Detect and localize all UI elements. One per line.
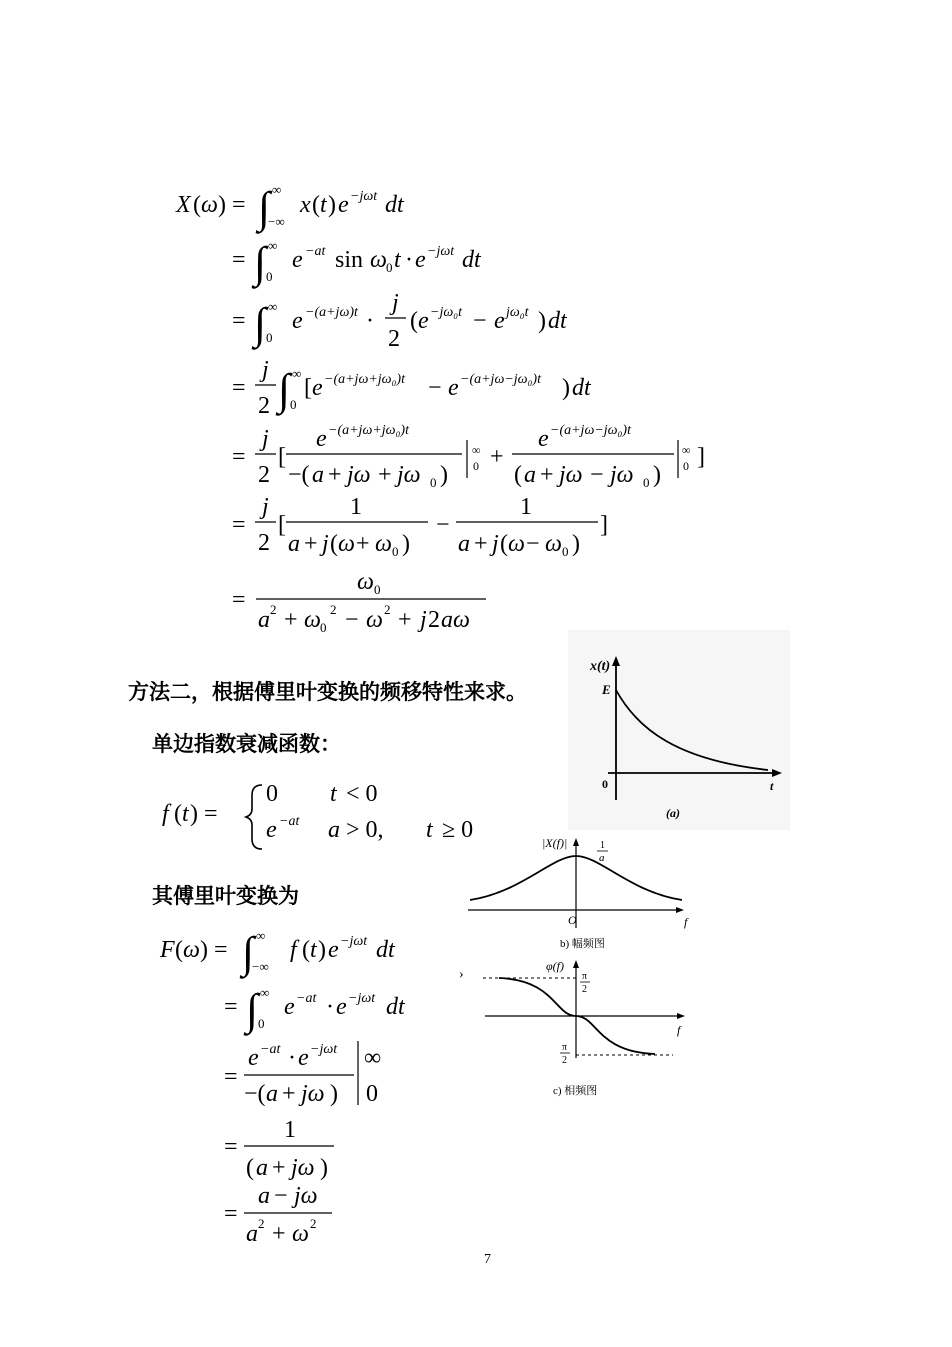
svg-text:=: =	[232, 512, 246, 538]
svg-text:−(: −(	[288, 462, 310, 488]
svg-text:(: (	[312, 192, 320, 218]
svg-text:jω: jω	[301, 1081, 325, 1107]
svg-text:ω: ω	[375, 531, 392, 557]
svg-text:1: 1	[284, 1117, 296, 1143]
fig-c-top-den: 2	[582, 984, 587, 995]
svg-text:): )	[318, 937, 326, 963]
svg-text:(: (	[302, 937, 310, 963]
ft-subheading: 其傅里叶变换为	[152, 884, 299, 908]
svg-text:]: ]	[697, 444, 705, 470]
svg-text:): )	[330, 1081, 338, 1107]
svg-text:0: 0	[258, 1016, 265, 1031]
svg-text:dt: dt	[548, 308, 567, 334]
svg-text:2: 2	[258, 1216, 265, 1231]
svg-text:+: +	[272, 1155, 286, 1181]
svg-text:jω: jω	[397, 462, 421, 488]
fig-c-ylabel: φ(f)	[546, 959, 564, 973]
svg-text:> 0,: > 0,	[346, 817, 384, 843]
svg-text:+: +	[474, 531, 488, 557]
fig-c-caption: c) 相频图	[553, 1085, 598, 1097]
svg-text:dt: dt	[572, 375, 591, 401]
svg-text:−jωt: −jωt	[427, 244, 455, 259]
svg-text:aω: aω	[441, 607, 470, 633]
svg-text:]: ]	[600, 512, 608, 538]
svg-text:−: −	[428, 375, 442, 401]
svg-text:2: 2	[258, 393, 270, 419]
svg-text:∫: ∫	[278, 365, 291, 414]
svg-text:∞: ∞	[472, 443, 481, 457]
svg-text:−at: −at	[260, 1042, 281, 1057]
fig-a-xlabel: t	[770, 779, 774, 793]
svg-text:∫: ∫	[258, 183, 271, 232]
svg-text:−(a+jω+jω₀)t: −(a+jω+jω₀)t	[324, 372, 405, 387]
svg-text:ω: ω	[292, 1221, 309, 1247]
svg-text:sin: sin	[335, 247, 364, 273]
svg-text:+: +	[272, 1221, 286, 1247]
svg-text:ω: ω	[370, 247, 387, 273]
svg-text:a: a	[458, 531, 470, 557]
fig-c-bot-num: π	[562, 1042, 568, 1053]
svg-text:): )	[320, 1155, 328, 1181]
svg-text:j: j	[262, 357, 269, 383]
svg-text:e: e	[284, 994, 295, 1020]
svg-text:2: 2	[258, 462, 270, 488]
svg-text:): )	[402, 531, 410, 557]
svg-text:=: =	[232, 444, 246, 470]
svg-text:a: a	[288, 531, 300, 557]
svg-text:2: 2	[388, 326, 400, 352]
svg-text:j: j	[492, 531, 499, 557]
svg-text:0: 0	[266, 781, 278, 807]
svg-text:[: [	[304, 375, 312, 401]
svg-text:t: t	[320, 192, 327, 218]
svg-text:X: X	[176, 192, 191, 218]
fig-a-ylabel: x(t)	[590, 659, 611, 674]
svg-text:e: e	[298, 1045, 309, 1071]
svg-text:=: =	[224, 1134, 238, 1160]
svg-text:ω: ω	[304, 607, 321, 633]
svg-text:e: e	[448, 375, 459, 401]
svg-text:dt: dt	[385, 192, 404, 218]
svg-text:ω: ω	[201, 192, 218, 218]
svg-text:a: a	[266, 1081, 278, 1107]
svg-text:1: 1	[350, 494, 362, 520]
svg-text:(: (	[175, 937, 183, 963]
svg-text:0: 0	[473, 459, 479, 473]
svg-text:0: 0	[683, 459, 689, 473]
svg-text:j: j	[420, 607, 427, 633]
svg-text:−jωt: −jωt	[310, 1042, 338, 1057]
svg-text:jω: jω	[294, 1183, 318, 1209]
fig-c-xlabel: f	[677, 1023, 681, 1037]
svg-text:∫: ∫	[254, 299, 267, 348]
svg-text:+: +	[282, 1081, 296, 1107]
svg-text:∞: ∞	[364, 1045, 382, 1071]
svg-text:=: =	[224, 1064, 238, 1090]
svg-text:a: a	[246, 1221, 258, 1247]
svg-text:j: j	[262, 426, 269, 452]
svg-text:+: +	[378, 462, 392, 488]
svg-text:=: =	[224, 994, 238, 1020]
svg-text:ω: ω	[183, 937, 200, 963]
svg-text:−: −	[526, 531, 540, 557]
figure-c-phase-spectrum	[455, 958, 695, 1098]
svg-text:): )	[562, 375, 570, 401]
svg-text:+: +	[328, 462, 342, 488]
fig-c-top-num: π	[582, 971, 588, 982]
svg-text:0: 0	[374, 582, 381, 597]
fig-b-xlabel: f	[684, 915, 688, 929]
svg-text:e: e	[415, 247, 426, 273]
svg-text:): )	[572, 531, 580, 557]
svg-text:e: e	[328, 937, 339, 963]
svg-text:−: −	[345, 607, 359, 633]
fig-b-caption: b) 幅频图	[560, 938, 605, 950]
svg-text:a: a	[312, 462, 324, 488]
svg-text:+: +	[356, 531, 370, 557]
svg-text:−: −	[590, 462, 604, 488]
svg-text:e: e	[338, 192, 349, 218]
svg-text:): )	[328, 192, 336, 218]
svg-text:∞: ∞	[256, 928, 266, 943]
figure-b-amplitude-spectrum	[462, 832, 692, 952]
svg-text:dt: dt	[376, 937, 395, 963]
fig-a-e-label: E	[602, 682, 611, 697]
svg-text:ω: ω	[338, 531, 355, 557]
svg-text:1: 1	[520, 494, 532, 520]
svg-text:−at: −at	[305, 244, 326, 259]
svg-text:0: 0	[366, 1081, 378, 1107]
svg-text:(: (	[330, 531, 338, 557]
svg-text:ω: ω	[508, 531, 525, 557]
svg-text:−(a+jω−jω₀)t: −(a+jω−jω₀)t	[550, 423, 631, 438]
svg-text:2: 2	[270, 602, 277, 617]
svg-text:∞: ∞	[682, 443, 691, 457]
svg-text:e: e	[312, 375, 323, 401]
svg-text:∞: ∞	[260, 985, 270, 1000]
svg-text:−(a+jω−jω₀)t: −(a+jω−jω₀)t	[460, 372, 541, 387]
svg-text:0: 0	[266, 269, 273, 284]
svg-text:−jωt: −jωt	[348, 991, 376, 1006]
svg-text:dt: dt	[386, 994, 405, 1020]
svg-text:ω: ω	[366, 607, 383, 633]
method-heading: 方法二，根据傅里叶变换的频移特性来求。	[128, 680, 527, 704]
fig-b-origin: O	[568, 913, 577, 927]
svg-text:jω: jω	[610, 462, 634, 488]
svg-text:−∞: −∞	[268, 214, 285, 229]
svg-text:∫: ∫	[242, 928, 255, 977]
svg-text:) =: ) =	[190, 801, 218, 827]
svg-text:∞: ∞	[272, 182, 282, 197]
svg-text:−jωt: −jωt	[340, 934, 368, 949]
svg-text:·: ·	[326, 994, 334, 1020]
svg-text:∞: ∞	[268, 238, 278, 253]
svg-text:0: 0	[643, 475, 650, 490]
fig-b-ylabel: |X(f)|	[542, 836, 568, 850]
svg-text:0: 0	[430, 475, 437, 490]
svg-text:e: e	[494, 308, 505, 334]
svg-text:t: t	[330, 781, 337, 807]
svg-text:[: [	[278, 512, 286, 538]
svg-text:∞: ∞	[292, 366, 302, 381]
svg-text:ω: ω	[357, 569, 374, 595]
svg-text:∫: ∫	[246, 985, 259, 1034]
svg-text:−∞: −∞	[252, 959, 269, 974]
svg-text:j: j	[262, 494, 269, 520]
svg-text:e: e	[266, 817, 277, 843]
svg-text:−: −	[436, 512, 450, 538]
svg-text:·: ·	[366, 308, 374, 334]
svg-text:=: =	[224, 1201, 238, 1227]
svg-text:e: e	[292, 247, 303, 273]
svg-text:0: 0	[562, 544, 569, 559]
fig-a-caption: (a)	[666, 806, 680, 820]
svg-text:∫: ∫	[254, 238, 267, 287]
fig-a-origin: 0	[602, 777, 608, 791]
svg-text:+: +	[490, 444, 504, 470]
svg-text:0: 0	[266, 330, 273, 345]
svg-text:2: 2	[428, 607, 440, 633]
single-exp-subheading: 单边指数衰减函数：	[152, 732, 341, 756]
fig-c-bot-den: 2	[562, 1055, 567, 1066]
figure-a-exp-decay	[568, 630, 790, 830]
svg-text:F: F	[160, 937, 175, 963]
svg-text:−jωt: −jωt	[350, 189, 378, 204]
svg-text:0: 0	[386, 260, 393, 275]
svg-text:a: a	[256, 1155, 268, 1181]
svg-text:t: t	[182, 801, 189, 827]
svg-text:+: +	[304, 531, 318, 557]
svg-text:(: (	[500, 531, 508, 557]
svg-text:+: +	[284, 607, 298, 633]
derivation-x-omega	[0, 0, 952, 660]
svg-text:(: (	[514, 462, 522, 488]
svg-text:j: j	[322, 531, 329, 557]
svg-text:e: e	[292, 308, 303, 334]
svg-text:[: [	[278, 444, 286, 470]
svg-text:e: e	[248, 1045, 259, 1071]
svg-text:): )	[538, 308, 546, 334]
svg-text:−(a+jω)t: −(a+jω)t	[305, 305, 358, 320]
piecewise-ft	[150, 775, 510, 865]
svg-text:2: 2	[384, 602, 391, 617]
svg-text:(: (	[174, 801, 182, 827]
svg-text:+: +	[398, 607, 412, 633]
svg-text:jω: jω	[559, 462, 583, 488]
svg-text:=: =	[232, 247, 246, 273]
svg-text:a: a	[328, 817, 340, 843]
svg-text:dt: dt	[462, 247, 481, 273]
svg-text:2: 2	[310, 1216, 317, 1231]
svg-text:−jω₀t: −jω₀t	[430, 305, 462, 320]
svg-text:2: 2	[330, 602, 337, 617]
svg-text:e: e	[418, 308, 429, 334]
svg-text:< 0: < 0	[346, 781, 378, 807]
svg-text:a: a	[524, 462, 536, 488]
svg-text:0: 0	[320, 620, 327, 635]
svg-text:jω: jω	[347, 462, 371, 488]
svg-text:−: −	[274, 1183, 288, 1209]
svg-text:(: (	[410, 308, 418, 334]
svg-text:0: 0	[392, 544, 399, 559]
svg-text:a: a	[258, 1183, 270, 1209]
svg-text:−: −	[473, 308, 487, 334]
svg-text:ω: ω	[545, 531, 562, 557]
fig-b-peak-num: 1	[600, 840, 605, 851]
svg-text:·: ·	[405, 247, 413, 273]
svg-text:=: =	[232, 587, 246, 613]
svg-text:t: t	[310, 937, 317, 963]
svg-text:≥ 0: ≥ 0	[442, 817, 474, 843]
svg-text:2: 2	[258, 530, 270, 556]
svg-text:jω₀t: jω₀t	[506, 305, 529, 320]
svg-text:(: (	[193, 192, 201, 218]
fig-b-peak-den: a	[599, 852, 605, 864]
svg-text:f: f	[162, 801, 169, 827]
page-number: 7	[484, 1252, 491, 1267]
svg-text:=: =	[232, 308, 246, 334]
svg-text:t: t	[426, 817, 433, 843]
svg-text:·: ·	[288, 1045, 296, 1071]
svg-text:a: a	[258, 607, 270, 633]
svg-text:) =: ) =	[218, 192, 246, 218]
svg-text:+: +	[540, 462, 554, 488]
svg-text:jω: jω	[291, 1155, 315, 1181]
svg-text:j: j	[392, 290, 399, 316]
svg-text:t: t	[394, 247, 401, 273]
svg-text:e: e	[336, 994, 347, 1020]
svg-text:−(a+jω+jω₀)t: −(a+jω+jω₀)t	[328, 423, 409, 438]
svg-text:e: e	[538, 426, 549, 452]
svg-text:e: e	[316, 426, 327, 452]
svg-text:(: (	[246, 1155, 254, 1181]
svg-text:): )	[653, 462, 661, 488]
fig-c-arrow-mark: ›	[459, 967, 464, 982]
svg-text:f: f	[290, 937, 297, 963]
svg-text:−(: −(	[244, 1081, 266, 1107]
svg-text:0: 0	[290, 397, 297, 412]
svg-text:): )	[440, 462, 448, 488]
svg-text:) =: ) =	[200, 937, 228, 963]
svg-text:x: x	[300, 192, 311, 218]
svg-text:∞: ∞	[268, 299, 278, 314]
svg-text:−at: −at	[296, 991, 317, 1006]
svg-text:=: =	[232, 375, 246, 401]
svg-text:−at: −at	[279, 814, 300, 829]
